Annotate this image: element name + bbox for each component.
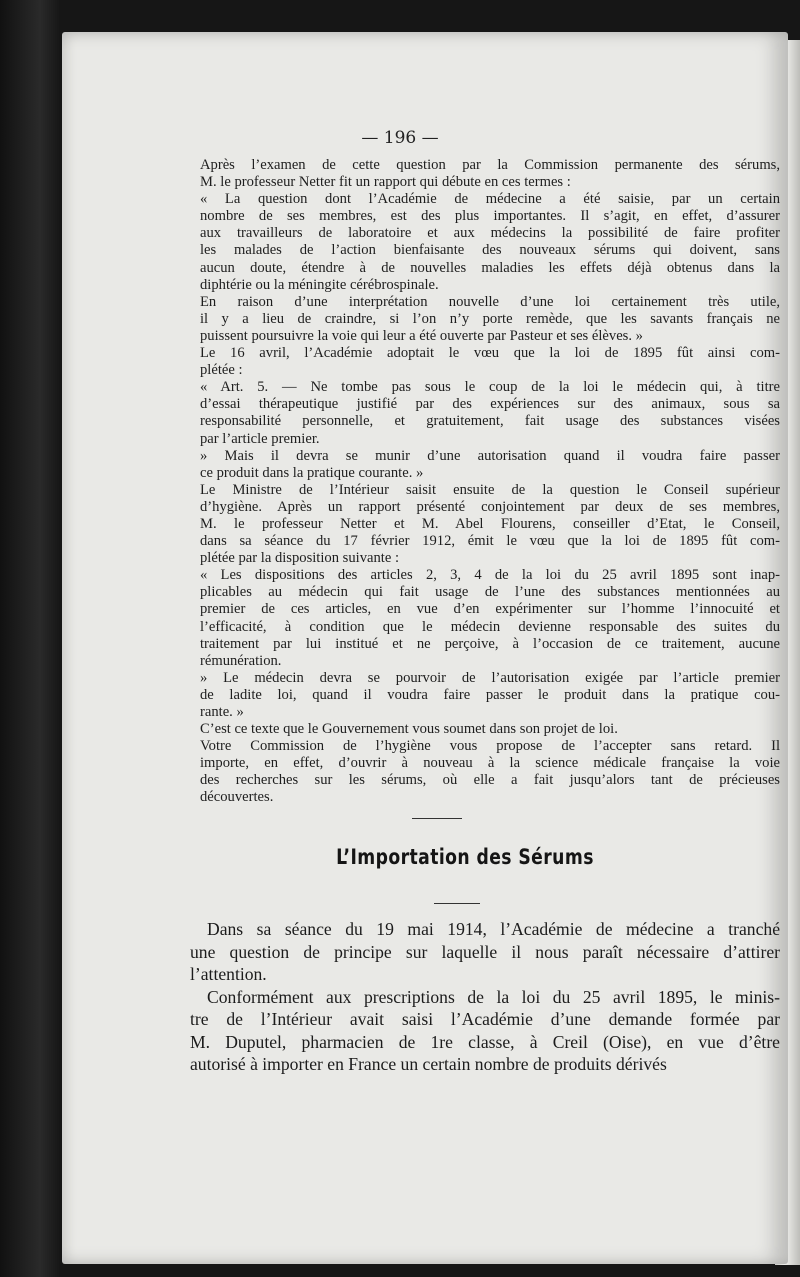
text-line: tre de l’Intérieur avait saisi l’Académie d’une demande formée par <box>190 1009 780 1029</box>
paragraph <box>200 379 780 447</box>
paragraph <box>200 670 780 721</box>
paragraph <box>200 157 780 191</box>
text-line: les malades de l’action bienfaisante des nouveaux sérums qui doivent, sans <box>200 242 780 259</box>
text-line: Le 16 avril, l’Académie adoptait le vœu que la loi de 1895 fût ainsi com- <box>200 345 780 362</box>
text-line: il y a lieu de craindre, si l’on n’y porte remède, que les savants français ne <box>200 310 780 327</box>
paragraph <box>200 721 780 738</box>
text-line: l’attention. <box>190 964 267 984</box>
text-line: premier de ces articles, en vue d’en expérimenter sur l’homme l’innocuité et <box>200 601 780 618</box>
text-line: « Les dispositions des articles 2, 3, 4 de la loi du 25 avril 1895 sont inap- <box>200 567 780 584</box>
text-line: une question de principe sur laquelle il nous paraît nécessaire d’attirer <box>190 941 780 962</box>
text-line: « La question dont l’Académie de médecine a été saisie, par un certain <box>200 191 780 208</box>
text-line: d’essai thérapeutique justifié par des expériences sur des animaux, sous sa <box>200 396 780 413</box>
text-line: « Art. 5. — Ne tombe pas sous le coup de la loi le médecin qui, à titre <box>200 379 780 396</box>
section-separator-top <box>412 818 462 819</box>
text-line: En raison d’une interprétation nouvelle d’une loi certainement très utile, <box>200 293 780 310</box>
text-line: aux travailleurs de laboratoire et aux médecins la possibilité de faire profiter <box>200 225 780 242</box>
text-line: ce produit dans la pratique courante. » <box>200 464 424 481</box>
body-text-top <box>200 157 780 807</box>
text-line: M. Duputel, pharmacien de 1re classe, à Creil (Oise), en vue d’être <box>190 1031 780 1052</box>
text-line: par l’article premier. <box>200 430 320 447</box>
text-line: » Mais il devra se munir d’une autorisation quand il voudra faire passer <box>200 447 780 464</box>
paragraph <box>190 986 780 1076</box>
text-line: rémunération. <box>200 652 282 669</box>
text-line: puissent poursuivre la voie qui leur a été ouverte par Pasteur et ses élèves. » <box>200 327 643 344</box>
text-line: Après l’examen de cette question par la Commission permanente des sérums, <box>200 157 780 173</box>
section-title: L’Importation des Sérums <box>336 845 594 869</box>
paragraph <box>200 567 780 670</box>
paragraph <box>190 918 780 986</box>
text-line: C’est ce texte que le Gouvernement vous soumet dans son projet de loi. <box>200 721 618 738</box>
text-line: plicables au médecin qui fait usage de l’une des substances mentionnées au <box>200 584 780 601</box>
paragraph <box>200 738 780 806</box>
text-line: de ladite loi, quand il voudra faire passer le produit dans la pratique cou- <box>200 686 780 703</box>
paragraph <box>200 294 780 345</box>
text-line: des recherches sur les sérums, où elle a fait jusqu’alors tant de précieuses <box>200 772 780 789</box>
text-line: Conformément aux prescriptions de la loi du 25 avril 1895, le minis- <box>207 986 780 1007</box>
text-line: autorisé à importer en France un certain nombre de produits dérivés <box>190 1054 667 1074</box>
text-line: M. le professeur Netter fit un rapport qui débute en ces termes : <box>200 174 571 191</box>
text-line: responsabilité personnelle, et gratuitement, fait usage des substances visées <box>200 413 780 430</box>
text-line: rante. » <box>200 704 244 720</box>
paragraph <box>200 191 780 294</box>
text-line: d’hygiène. Après un rapport présenté conjointement par deux de ses membres, <box>200 498 780 515</box>
page-number: — 196 — <box>361 128 439 148</box>
text-line: plétée par la disposition suivante : <box>200 550 399 567</box>
text-line: Votre Commission de l’hygiène vous propose de l’accepter sans retard. Il <box>200 738 780 755</box>
text-line: M. le professeur Netter et M. Abel Flourens, conseiller d’Etat, le Conseil, <box>200 515 780 532</box>
paragraph <box>200 482 780 567</box>
paragraph <box>200 345 780 379</box>
text-line: traitement par lui institué et ne perçoive, à l’occasion de ce traitement, aucune <box>200 635 780 652</box>
text-line: nombre de ses membres, est des plus importantes. Il s’agit, en effet, d’assurer <box>200 208 780 225</box>
text-line: découvertes. <box>200 789 274 806</box>
text-line: importe, en effet, d’ouvrir à nouveau à la science médicale française la voie <box>200 755 780 772</box>
text-line: l’efficacité, à condition que le médecin devienne responsable des suites du <box>200 618 780 635</box>
paragraph <box>200 448 780 482</box>
section-separator-bottom <box>434 903 480 904</box>
text-line: Le Ministre de l’Intérieur saisit ensuite de la question le Conseil supérieur <box>200 481 780 498</box>
text-line: » Le médecin devra se pourvoir de l’autorisation exigée par l’article premier <box>200 669 780 686</box>
text-line: Dans sa séance du 19 mai 1914, l’Académie de médecine a tranché <box>207 919 780 939</box>
body-text-bottom <box>190 918 780 1076</box>
text-line: plétée : <box>200 362 243 379</box>
text-line: aucun doute, étendre à de nouvelles maladies les effets déjà obtenus dans la <box>200 259 780 276</box>
text-line: diphtérie ou la méningite cérébrospinale. <box>200 276 439 293</box>
text-line: dans sa séance du 17 février 1912, émit le vœu que la loi de 1895 fût com- <box>200 533 780 550</box>
